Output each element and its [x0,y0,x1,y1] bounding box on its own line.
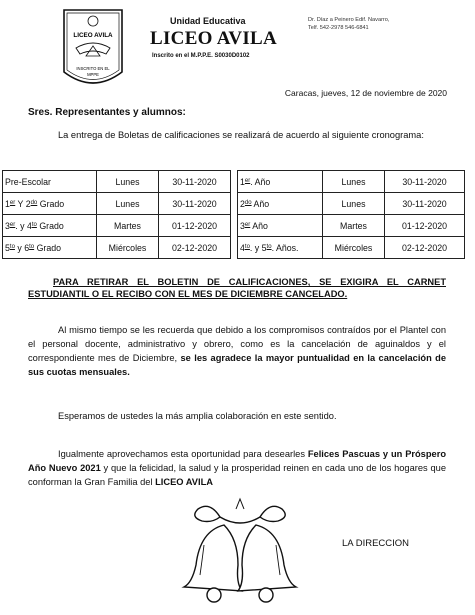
payment-reminder-bold: se les agradece la mayor puntualidad en la cancelación de sus cuotas mensuales. [28,353,446,377]
day-cell: Martes [323,215,385,237]
signature-la-direccion: LA DIRECCION [342,538,410,549]
day-cell: Martes [97,215,159,237]
schedule-primary-row [3,237,231,259]
day-cell: Lunes [97,171,159,193]
level-cell: Pre-Escolar [3,171,97,193]
phone-line: Telf. 542-2978 546-6841 [308,25,369,31]
school-name: LICEO AVILA [150,28,278,49]
payment-reminder-text: Al mismo tiempo se les recuerda que debido a los compromisos contraídos por el Plantel con el personal docente, administrativo y obrero, como es la cancelación de aguinaldos y el correspondiente mes de Diciembre, [28,325,446,363]
seal-top-text: LICEO AVILA [73,32,113,39]
date-cell: 02-12-2020 [159,237,231,259]
holiday-text-b: Felices Pascuas y un Próspero Año Nuevo 2021 [28,449,447,473]
level-cell: 3er Año [238,215,323,237]
schedule-secondary-row [238,193,465,215]
day-cell: Miércoles [97,237,159,259]
date-line: Caracas, jueves, 12 de noviembre de 2020 [284,88,447,98]
date-cell: 02-12-2020 [385,237,465,259]
school-seal-logo [62,8,124,94]
date-cell: 01-12-2020 [385,215,465,237]
level-cell: $5^{to}$ y $6^{to}$ Grado [3,237,97,259]
holiday-text-d: LICEO AVILA [155,477,213,487]
schedule-secondary-row [238,215,465,237]
schedule-secondary-row [238,237,465,259]
school-address [308,16,389,32]
holiday-greeting-paragraph [28,447,446,489]
registration-number: Inscrito en el M.P.P.E. S0030D0102 [152,53,250,59]
level-cell: $2^{do}$ Año [238,193,323,215]
holiday-text-c: y que la felicidad, la salud y la prosperidad reinen en cada uno de los hogares que conforman la Gran Familia del [28,463,446,487]
greeting: Sres. Representantes y alumnos: [28,107,186,118]
schedule-primary-row [3,171,231,193]
intro-paragraph: La entrega de Boletas de calificaciones se realizará de acuerdo al siguiente cronograma: [58,130,424,140]
schedule-table-secondary [237,170,465,259]
date-cell: 30-11-2020 [159,171,231,193]
day-cell: Lunes [323,171,385,193]
schedule-table-primary [2,170,231,259]
date-cell: 30-11-2020 [385,193,465,215]
payment-reminder-paragraph [28,323,446,379]
notice-paragraph: PARA RETIRAR EL BOLETIN DE CALIFICACIONES, SE EXIGIRA EL CARNET ESTUDIANTIL O EL RECIBO CON EL MES DE DICIEMBRE CANCELADO. [28,277,446,299]
school-type: Unidad Educativa [170,16,246,26]
address-line: Dr. Díaz a Peinero Edif. Navarro, [308,17,390,23]
level-cell: 1er Y $2^{do}$ Grado [3,193,97,215]
day-cell: Lunes [97,193,159,215]
day-cell: Lunes [323,193,385,215]
seal-bottom-text-2: MPPE [87,72,99,77]
date-cell: 30-11-2020 [385,171,465,193]
date-cell: 01-12-2020 [159,215,231,237]
collaboration-paragraph: Esperamos de ustedes la más amplia colaboración en este sentido. [58,411,337,421]
level-cell: 3er. y $4^{to}$ Grado [3,215,97,237]
day-cell: Miércoles [323,237,385,259]
schedule-secondary-row [238,171,465,193]
seal-bottom-text-1: INSCRITO EN EL [76,66,110,71]
christmas-bells-icon [180,495,300,610]
date-cell: 30-11-2020 [159,193,231,215]
schedule-primary-row [3,215,231,237]
schedule-primary-row [3,193,231,215]
level-cell: 1er. Año [238,171,323,193]
level-cell: $4^{to}$. y $5^{to}$. Años. [238,237,323,259]
holiday-text-a: Igualmente aprovechamos esta oportunidad para desearles [58,449,308,459]
